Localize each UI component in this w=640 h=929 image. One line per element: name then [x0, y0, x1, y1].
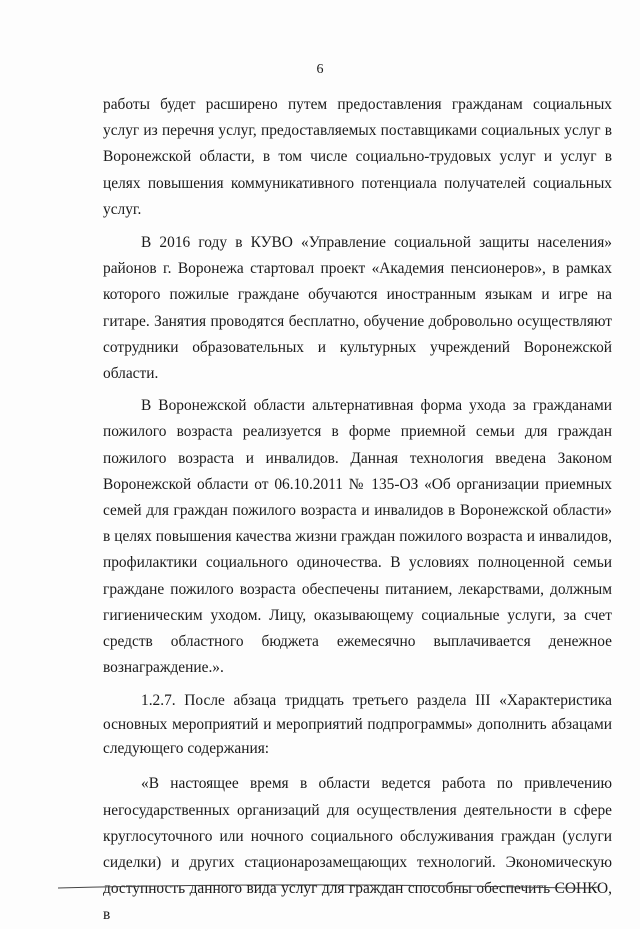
paragraph-foster-family: В Воронежской области альтернативная форма ухода за гражданами пожилого возраста реализуется в форме приемной семьи для граждан пожилого возраста и инвалидов. Данная технология введена Законом Воронежской области от 06.10.2011 № 135-ОЗ «Об организации приемных семей для граждан пожилого возраста и инвалидов в Воронежской области» в целях повышения качества жизни граждан пожилого возраста и инвалидов, профилактики социального одиночества. В условиях полноценной семьи граждане пожилого возраста обеспечены питанием, лекарствами, должным гигиеническим уходом. Лицу, оказывающему социальные услуги, за счет средств областного бюджета ежемесячно выплачивается денежное вознаграждение.».	[103, 397, 612, 677]
paragraph-academy-project: В 2016 году в КУВО «Управление социальной защиты населения» районов г. Воронежа стартовал проект «Академия пенсионеров», в рамках которого пожилые граждане обучаются иностранным языкам и игре на гитаре. Занятия проводятся бесплатно, обучение добровольно осуществляют сотрудники образовательных и культурных учреждений Воронежской области.	[103, 234, 612, 383]
paragraph-amendment: 1.2.7. После абзаца тридцать третьего раздела III «Характеристика основных мероприятий и мероприятий подпрограммы» дополнить абзацами следующего содержания:	[103, 692, 612, 758]
paragraph-quoted-text: «В настоящее время в области ведется работа по привлечению негосударственных организаций для осуществления деятельности в сфере круглосуточного или ночного социального обслуживания граждан (услуги сиделки) и других стационарозамещающих технологий. Экономическую доступность данного вида услуг для граждан способны обеспечить СОНКО, в	[103, 775, 612, 924]
document-body	[103, 92, 612, 929]
page-number: 6	[316, 62, 324, 77]
paragraph-continuation: работы будет расширено путем предоставления гражданам социальных услуг из перечня услуг, предоставляемых поставщиками социальных услуг в Воронежской области, в том числе социально-трудовых услуг и услуг в целях повышения коммуникативного потенциала получателей социальных услуг.	[103, 96, 612, 218]
scan-edge-mark	[58, 878, 598, 892]
